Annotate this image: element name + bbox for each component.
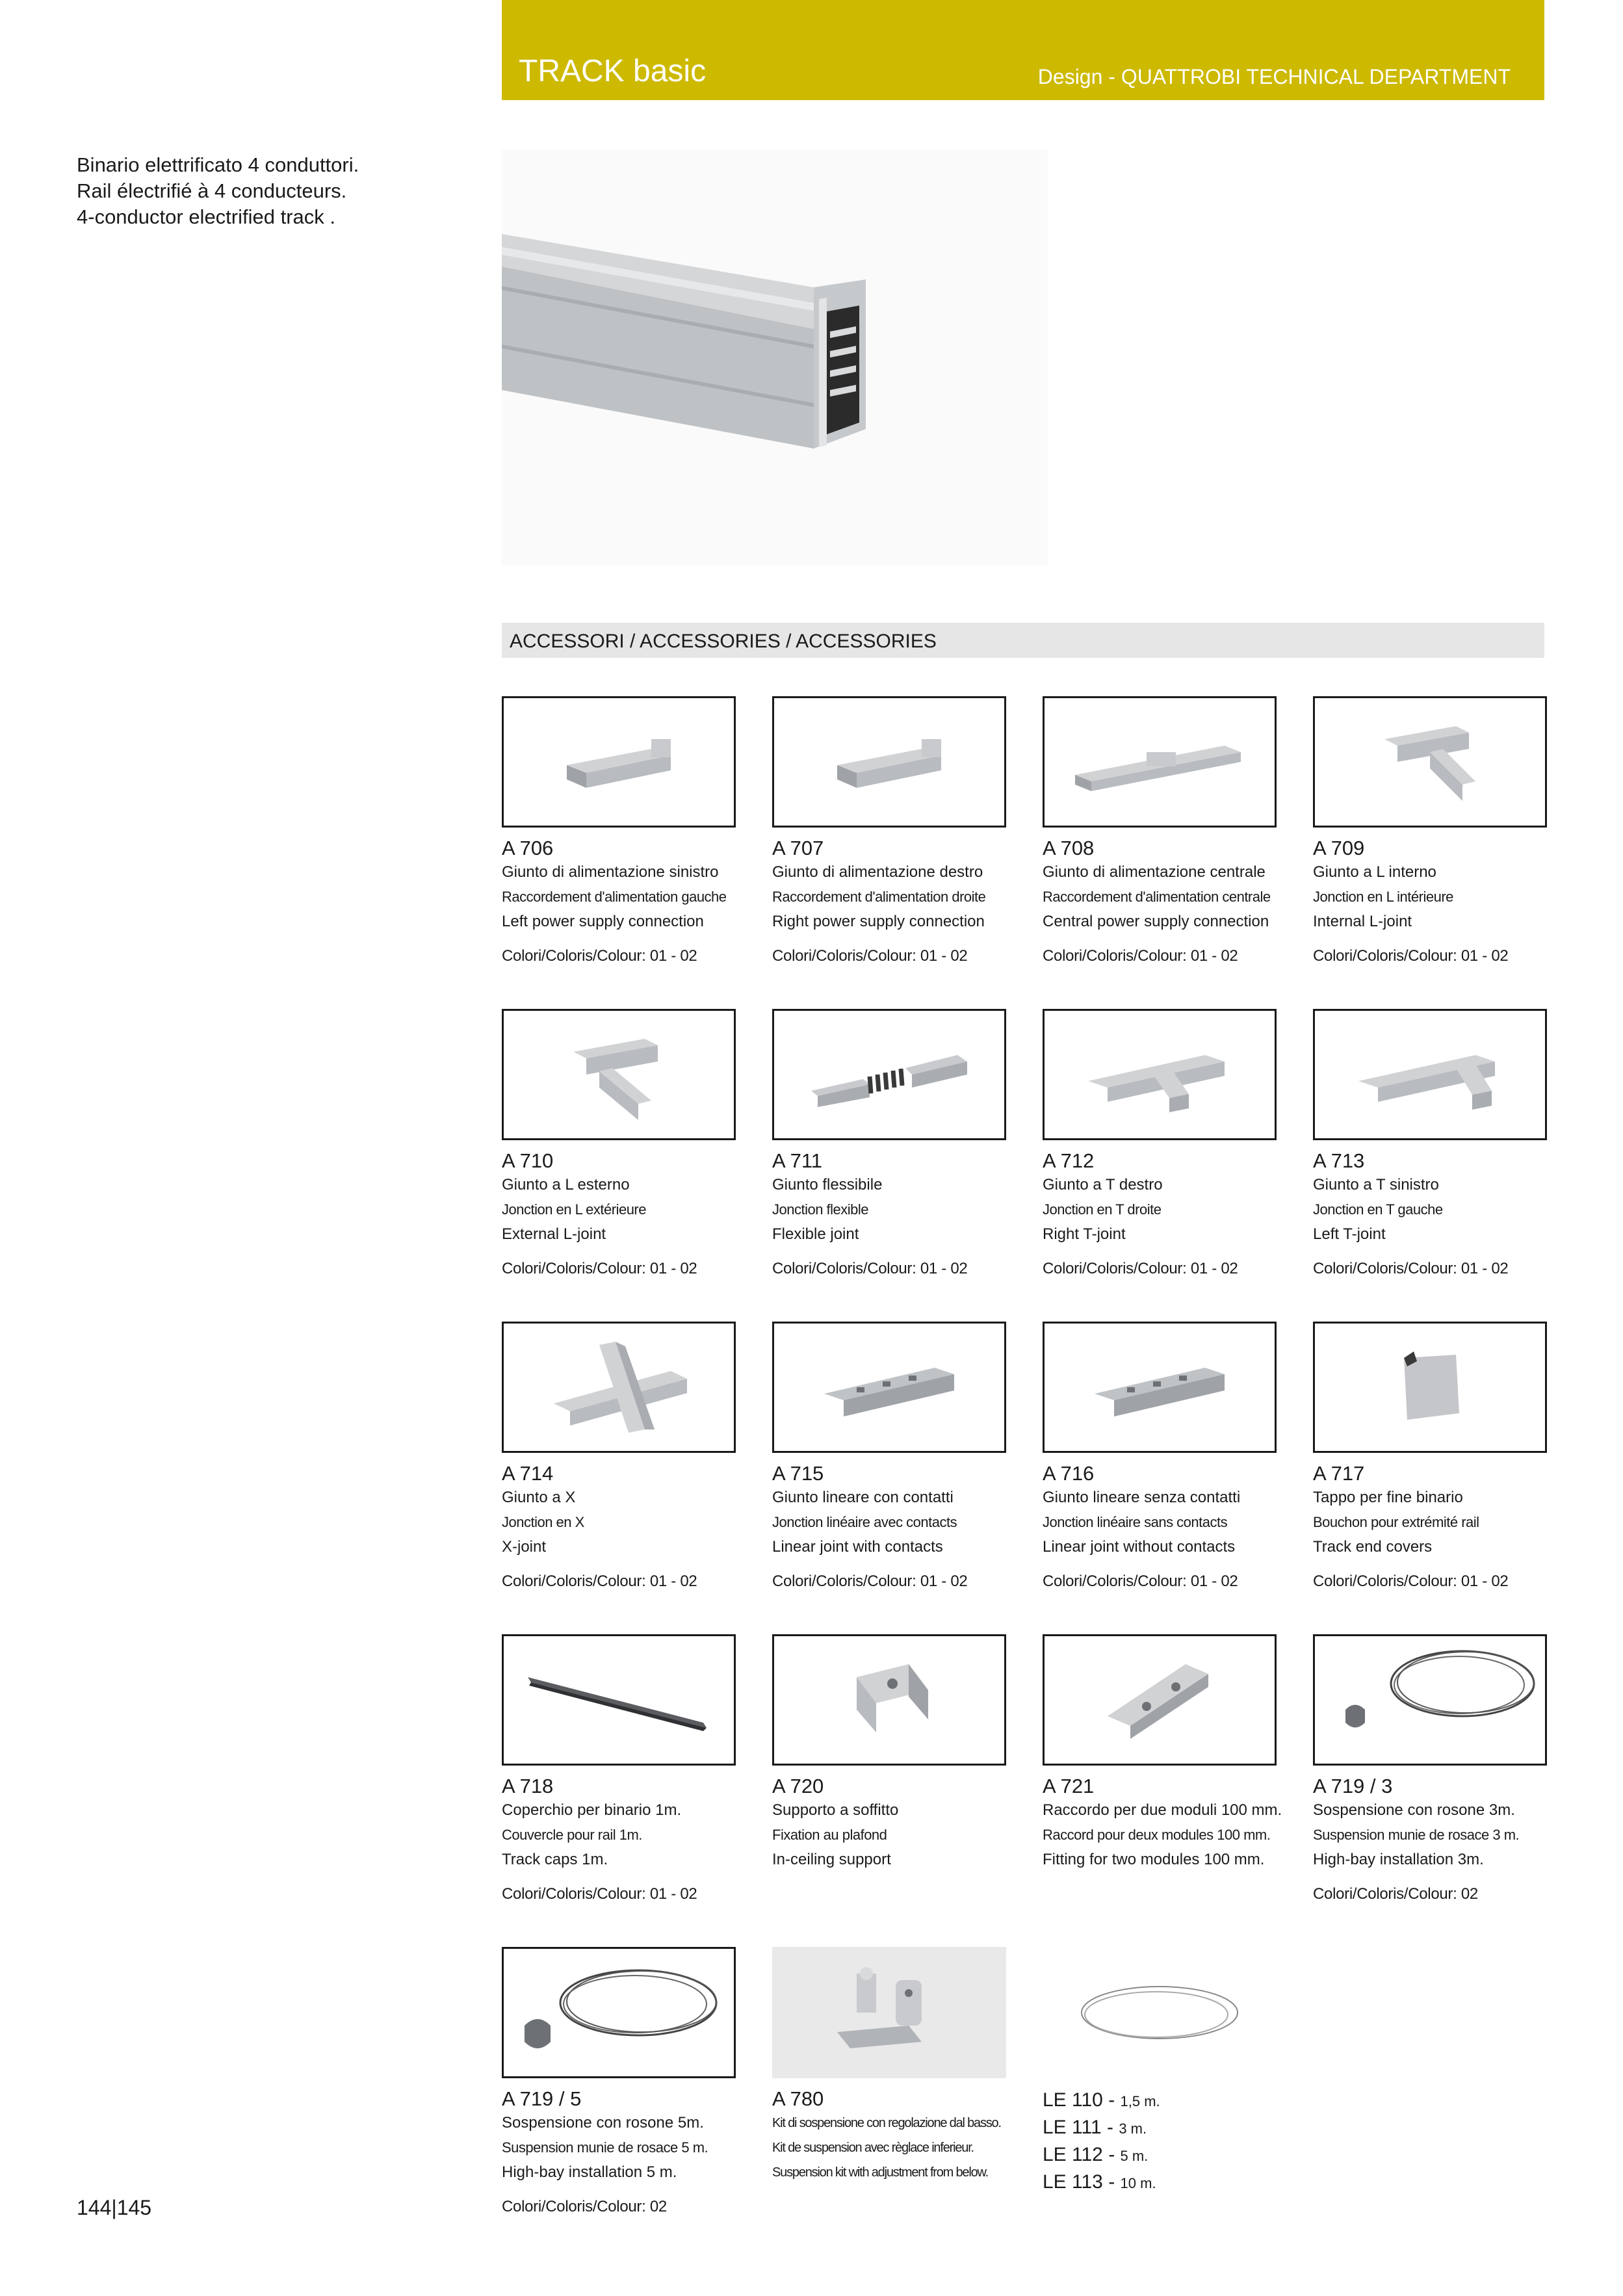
product-card-a713 (1313, 1009, 1547, 1278)
product-code: A 717 (1313, 1462, 1365, 1485)
power-connector-icon (824, 726, 954, 798)
desc-it: Giunto a L interno (1313, 863, 1436, 881)
product-card-le-cables (1043, 1947, 1277, 2197)
header-bar (502, 0, 1544, 100)
product-code: A 719 / 5 (502, 2087, 582, 2110)
desc-en: Central power supply connection (1043, 913, 1269, 930)
product-card-a780 (772, 1947, 1006, 2185)
product-card-a716 (1043, 1322, 1277, 1591)
t-joint-icon (1345, 1029, 1514, 1120)
desc-fr: Jonction en L intérieure (1313, 889, 1453, 905)
product-card-a719-5 (502, 1947, 736, 2216)
desc-fr: Jonction linéaire sans contacts (1043, 1514, 1228, 1530)
product-code: A 719 / 3 (1313, 1775, 1393, 1797)
colour-info: Colori/Coloris/Colour: 02 (1313, 1885, 1478, 1903)
desc-en: Right T-joint (1043, 1225, 1126, 1243)
x-joint-icon (541, 1332, 697, 1442)
product-code: A 709 (1313, 837, 1365, 859)
product-thumb (502, 1634, 736, 1766)
desc-en: Right power supply connection (772, 913, 985, 930)
product-thumb (1043, 1322, 1277, 1453)
product-card-a706 (502, 696, 736, 965)
suspension-kit-icon (811, 1954, 967, 2071)
product-card-a708 (1043, 696, 1277, 965)
product-thumb (772, 1634, 1006, 1766)
desc-it: Giunto di alimentazione centrale (1043, 863, 1266, 881)
linear-joint-icon (811, 1348, 967, 1426)
colour-info: Colori/Coloris/Colour: 01 - 02 (1313, 1572, 1509, 1590)
product-thumb (1313, 1634, 1547, 1766)
colour-info: Colori/Coloris/Colour: 01 - 02 (772, 1260, 968, 1277)
product-code: A 714 (502, 1462, 554, 1485)
desc-en: Left T-joint (1313, 1225, 1386, 1243)
product-thumb (502, 1009, 736, 1140)
product-code: A 780 (772, 2087, 824, 2110)
cable-le110: LE 110 - 1,5 m. (1043, 2089, 1160, 2111)
intro-it: Binario elettrificato 4 conduttori. (77, 153, 359, 176)
product-thumb (502, 696, 736, 828)
desc-en: In-ceiling support (772, 1851, 891, 1868)
product-code: A 713 (1313, 1149, 1365, 1172)
product-thumb (772, 1947, 1006, 2078)
product-thumb (502, 1322, 736, 1453)
module-fitting-icon (1088, 1651, 1231, 1749)
product-card-a709 (1313, 696, 1547, 965)
desc-en: High-bay installation 5 m. (502, 2163, 677, 2181)
flexible-joint-icon (798, 1039, 980, 1110)
product-thumb (772, 696, 1006, 828)
product-code: A 715 (772, 1462, 824, 1485)
colour-info: Colori/Coloris/Colour: 01 - 02 (1313, 947, 1509, 965)
product-thumb (1043, 1009, 1277, 1140)
product-code: A 716 (1043, 1462, 1095, 1485)
l-joint-icon (1365, 713, 1495, 811)
desc-en: Internal L-joint (1313, 913, 1412, 930)
product-code: A 711 (772, 1149, 823, 1172)
colour-info: Colori/Coloris/Colour: 01 - 02 (772, 947, 968, 965)
product-code: A 718 (502, 1775, 554, 1797)
steel-cable-icon (1062, 1964, 1257, 2061)
desc-fr: Jonction en X (502, 1514, 584, 1530)
product-card-a721 (1043, 1634, 1282, 1872)
product-card-a714 (502, 1322, 736, 1591)
desc-en: Suspension kit with adjustment from below. (772, 2165, 989, 2180)
desc-fr: Jonction en T gauche (1313, 1201, 1443, 1218)
product-thumb (1313, 1009, 1547, 1140)
design-credit: Design - QUATTROBI TECHNICAL DEPARTMENT (1037, 65, 1511, 88)
product-code: A 710 (502, 1149, 554, 1172)
desc-en: Fitting for two modules 100 mm. (1043, 1851, 1265, 1868)
cable-le112: LE 112 - 5 m. (1043, 2144, 1149, 2165)
cable-list (1043, 2087, 1277, 2197)
product-thumb (772, 1009, 1006, 1140)
intro-fr: Rail électrifié à 4 conducteurs. (77, 179, 347, 202)
product-thumb (1043, 696, 1277, 828)
desc-it: Giunto di alimentazione sinistro (502, 863, 719, 881)
desc-it: Sospensione con rosone 3m. (1313, 1801, 1515, 1819)
desc-it: Giunto di alimentazione destro (772, 863, 983, 881)
desc-fr: Jonction flexible (772, 1201, 869, 1218)
desc-en: External L-joint (502, 1225, 606, 1243)
desc-it: Giunto flessibile (772, 1176, 883, 1194)
product-thumb (1043, 1634, 1277, 1766)
end-cover-icon (1378, 1342, 1482, 1433)
desc-it: Giunto a T sinistro (1313, 1176, 1439, 1194)
desc-en: Track caps 1m. (502, 1851, 608, 1868)
colour-info: Colori/Coloris/Colour: 01 - 02 (502, 1885, 697, 1903)
product-card-a718 (502, 1634, 736, 1903)
product-code: A 707 (772, 837, 824, 859)
cable-le111: LE 111 - 3 m. (1043, 2117, 1147, 2138)
desc-en: Track end covers (1313, 1538, 1433, 1556)
central-connector-icon (1069, 726, 1251, 798)
product-card-a715 (772, 1322, 1006, 1591)
intro-text (77, 152, 359, 230)
desc-fr: Couvercle pour rail 1m. (502, 1827, 642, 1843)
desc-fr: Suspension munie de rosace 5 m. (502, 2139, 708, 2156)
desc-fr: Jonction en L extérieure (502, 1201, 646, 1218)
desc-it: Sospensione con rosone 5m. (502, 2114, 704, 2132)
desc-it: Tappo per fine binario (1313, 1489, 1463, 1506)
desc-en: Linear joint with contacts (772, 1538, 943, 1556)
colour-info: Colori/Coloris/Colour: 01 - 02 (502, 1572, 697, 1590)
product-code: A 712 (1043, 1149, 1095, 1172)
product-card-a712 (1043, 1009, 1277, 1278)
colour-info: Colori/Coloris/Colour: 01 - 02 (1313, 1260, 1509, 1277)
desc-fr: Fixation au plafond (772, 1827, 887, 1843)
product-card-a717 (1313, 1322, 1547, 1591)
colour-info: Colori/Coloris/Colour: 01 - 02 (502, 1260, 697, 1277)
suspension-cable-icon (1319, 1638, 1540, 1762)
product-card-a711 (772, 1009, 1006, 1278)
colour-info: Colori/Coloris/Colour: 01 - 02 (1043, 1260, 1238, 1277)
product-thumb (1313, 696, 1547, 828)
desc-en: Linear joint without contacts (1043, 1538, 1236, 1556)
track-cap-icon (521, 1661, 716, 1739)
track-product-image (502, 150, 1048, 566)
desc-fr: Kit de suspension avec règlace inferieur. (772, 2141, 974, 2155)
colour-info: Colori/Coloris/Colour: 01 - 02 (502, 947, 697, 965)
desc-fr: Raccordement d'alimentation centrale (1043, 889, 1271, 905)
desc-fr: Raccord pour deux modules 100 mm. (1043, 1827, 1271, 1843)
desc-it: Giunto a L esterno (502, 1176, 630, 1194)
accessories-header (502, 623, 1544, 658)
colour-info: Colori/Coloris/Colour: 02 (502, 2198, 667, 2215)
desc-en: High-bay installation 3m. (1313, 1851, 1484, 1868)
product-code: A 720 (772, 1775, 824, 1797)
desc-fr: Raccordement d'alimentation droite (772, 889, 986, 905)
desc-it: Kit di sospensione con regolazione dal basso. (772, 2116, 1001, 2130)
desc-it: Giunto lineare senza contatti (1043, 1489, 1241, 1506)
colour-info: Colori/Coloris/Colour: 01 - 02 (1043, 947, 1238, 965)
desc-it: Giunto a X (502, 1489, 576, 1506)
intro-en: 4-conductor electrified track . (77, 205, 336, 228)
colour-info: Colori/Coloris/Colour: 01 - 02 (1043, 1572, 1238, 1590)
product-code: A 706 (502, 837, 554, 859)
colour-info: Colori/Coloris/Colour: 01 - 02 (772, 1572, 968, 1590)
product-thumb (772, 1322, 1006, 1453)
ceiling-support-icon (824, 1651, 954, 1749)
desc-en: Flexible joint (772, 1225, 859, 1243)
desc-it: Raccordo per due moduli 100 mm. (1043, 1801, 1282, 1819)
desc-en: X-joint (502, 1538, 547, 1556)
power-connector-icon (554, 726, 684, 798)
desc-fr: Bouchon pour extrémité rail (1313, 1514, 1479, 1530)
linear-joint-icon (1082, 1348, 1238, 1426)
desc-fr: Jonction linéaire avec contacts (772, 1514, 957, 1530)
desc-fr: Suspension munie de rosace 3 m. (1313, 1827, 1520, 1843)
product-card-a710 (502, 1009, 736, 1278)
product-code: A 721 (1043, 1775, 1095, 1797)
l-joint-icon (554, 1026, 684, 1123)
product-card-a719-3 (1313, 1634, 1547, 1903)
page-number: 144|145 (77, 2196, 152, 2219)
product-card-a707 (772, 696, 1006, 965)
desc-fr: Jonction en T droite (1043, 1201, 1162, 1218)
suspension-cable-icon (508, 1951, 729, 2074)
desc-it: Giunto a T destro (1043, 1176, 1163, 1194)
desc-it: Coperchio per binario 1m. (502, 1801, 682, 1819)
desc-it: Giunto lineare con contatti (772, 1489, 954, 1506)
product-thumb (1313, 1322, 1547, 1453)
desc-fr: Raccordement d'alimentation gauche (502, 889, 727, 905)
cable-le113: LE 113 - 10 m. (1043, 2171, 1156, 2193)
product-thumb (1043, 1947, 1277, 2078)
desc-en: Left power supply connection (502, 913, 704, 930)
accessories-title: ACCESSORI / ACCESSORIES / ACCESSORIES (510, 631, 937, 652)
page-title: TRACK basic (519, 54, 707, 88)
product-thumb (502, 1947, 736, 2078)
t-joint-icon (1075, 1029, 1244, 1120)
desc-it: Supporto a soffitto (772, 1801, 899, 1819)
product-card-a720 (772, 1634, 1006, 1872)
product-code: A 708 (1043, 837, 1095, 859)
